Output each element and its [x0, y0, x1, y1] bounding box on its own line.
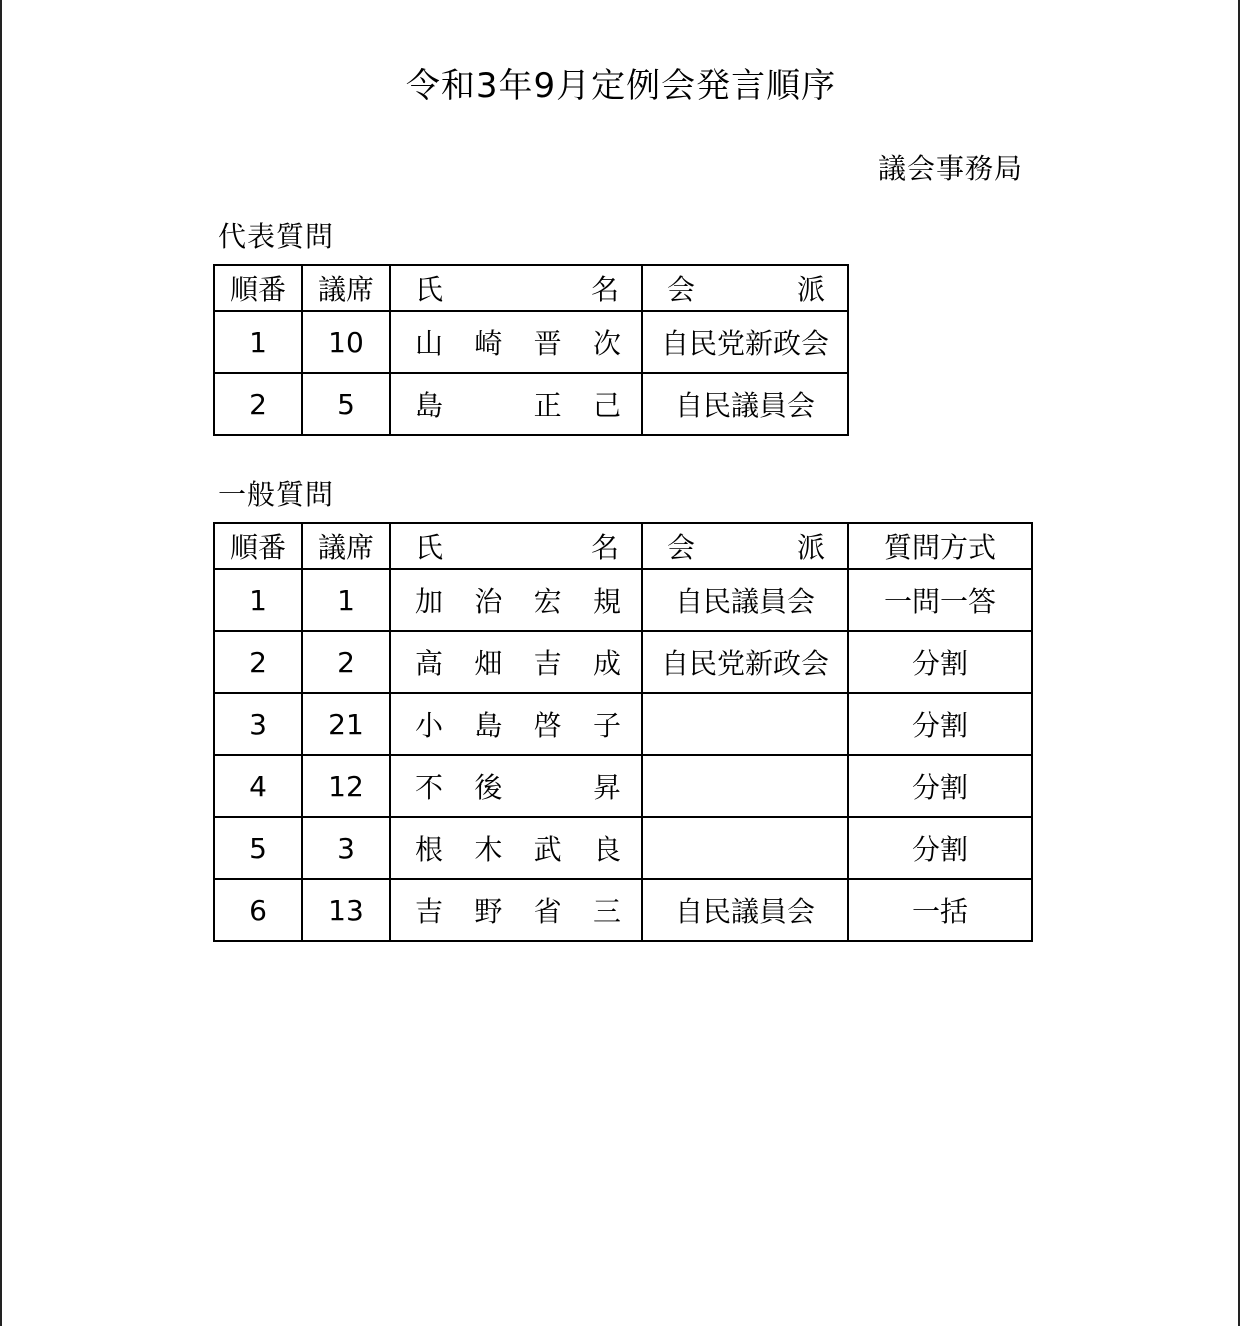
name-cell [390, 693, 642, 755]
name-char: 啓 [533, 709, 562, 742]
name-char: 島 [415, 389, 444, 422]
seat-cell: 3 [302, 817, 390, 879]
name-char: 加 [415, 585, 444, 618]
general-question-table [213, 522, 1033, 942]
name-char: 規 [592, 585, 621, 618]
table-header-row [214, 265, 848, 311]
header-name-1: 氏 [415, 273, 444, 306]
header-seat: 議席 [302, 523, 390, 569]
header-name-2: 名 [590, 273, 619, 306]
method-cell: 分割 [848, 693, 1032, 755]
faction-cell: 自民議員会 [642, 569, 848, 631]
table-row [214, 755, 1032, 817]
header-faction-1: 会 [667, 531, 696, 564]
name-char: 晋 [533, 327, 562, 360]
seat-cell: 2 [302, 631, 390, 693]
issuer-label: 議会事務局 [878, 152, 1024, 185]
header-order: 順番 [214, 265, 302, 311]
method-cell: 一括 [848, 879, 1032, 941]
seat-cell: 21 [302, 693, 390, 755]
faction-cell [642, 817, 848, 879]
header-seat: 議席 [302, 265, 390, 311]
seat-cell: 1 [302, 569, 390, 631]
seat-cell: 5 [302, 373, 390, 435]
name-char: 宏 [533, 585, 562, 618]
table-row [214, 693, 1032, 755]
name-char: 崎 [474, 327, 503, 360]
name-char: 根 [415, 833, 444, 866]
table-row [214, 879, 1032, 941]
name-char [534, 766, 562, 806]
page-title: 令和3年9月定例会発言順序 [405, 66, 837, 106]
name-char: 成 [592, 647, 621, 680]
name-char: 良 [592, 833, 621, 866]
order-cell: 4 [214, 755, 302, 817]
table-row [214, 631, 1032, 693]
name-char: 治 [474, 585, 503, 618]
order-cell: 1 [214, 311, 302, 373]
name-char: 不 [415, 771, 444, 804]
header-order: 順番 [214, 523, 302, 569]
header-name-2: 名 [590, 531, 619, 564]
name-char: 子 [592, 709, 621, 742]
name-char: 後 [474, 771, 503, 804]
name-char: 昇 [592, 771, 621, 804]
header-name [390, 265, 642, 311]
table-row [214, 569, 1032, 631]
table-row [214, 311, 848, 373]
name-cell [390, 631, 642, 693]
order-cell: 2 [214, 631, 302, 693]
header-faction [642, 523, 848, 569]
order-cell: 5 [214, 817, 302, 879]
order-cell: 3 [214, 693, 302, 755]
faction-cell: 自民党新政会 [642, 311, 848, 373]
seat-cell: 12 [302, 755, 390, 817]
table-row [214, 817, 1032, 879]
name-char: 吉 [533, 647, 562, 680]
representative-question-table [213, 264, 849, 436]
header-method: 質問方式 [848, 523, 1032, 569]
header-faction-2: 派 [796, 531, 825, 564]
header-name [390, 523, 642, 569]
order-cell: 1 [214, 569, 302, 631]
name-char: 畑 [474, 647, 503, 680]
name-char: 省 [533, 895, 562, 928]
method-cell: 分割 [848, 631, 1032, 693]
header-faction-2: 派 [796, 273, 825, 306]
name-char: 木 [474, 833, 503, 866]
name-char: 己 [592, 389, 621, 422]
order-cell: 2 [214, 373, 302, 435]
seat-cell: 13 [302, 879, 390, 941]
method-cell: 一問一答 [848, 569, 1032, 631]
name-char: 島 [474, 709, 503, 742]
faction-cell: 自民議員会 [642, 879, 848, 941]
name-char: 高 [415, 647, 444, 680]
section-label-general: 一般質問 [218, 478, 335, 511]
section-label-representative: 代表質問 [218, 220, 335, 253]
name-char: 吉 [415, 895, 444, 928]
header-faction [642, 265, 848, 311]
name-cell [390, 311, 642, 373]
table-header-row [214, 523, 1032, 569]
method-cell: 分割 [848, 817, 1032, 879]
table-row [214, 373, 848, 435]
name-char: 正 [533, 389, 562, 422]
method-cell: 分割 [848, 755, 1032, 817]
faction-cell: 自民議員会 [642, 373, 848, 435]
header-name-1: 氏 [415, 531, 444, 564]
order-cell: 6 [214, 879, 302, 941]
faction-cell: 自民党新政会 [642, 631, 848, 693]
name-cell [390, 879, 642, 941]
faction-cell [642, 755, 848, 817]
faction-cell [642, 693, 848, 755]
header-faction-1: 会 [667, 273, 696, 306]
name-cell [390, 569, 642, 631]
name-char: 武 [533, 833, 562, 866]
name-cell [390, 817, 642, 879]
name-cell [390, 755, 642, 817]
name-char [474, 384, 502, 424]
name-char: 三 [592, 895, 621, 928]
name-char: 次 [592, 327, 621, 360]
name-cell [390, 373, 642, 435]
name-char: 野 [474, 895, 503, 928]
seat-cell: 10 [302, 311, 390, 373]
name-char: 小 [415, 709, 444, 742]
name-char: 山 [415, 327, 444, 360]
